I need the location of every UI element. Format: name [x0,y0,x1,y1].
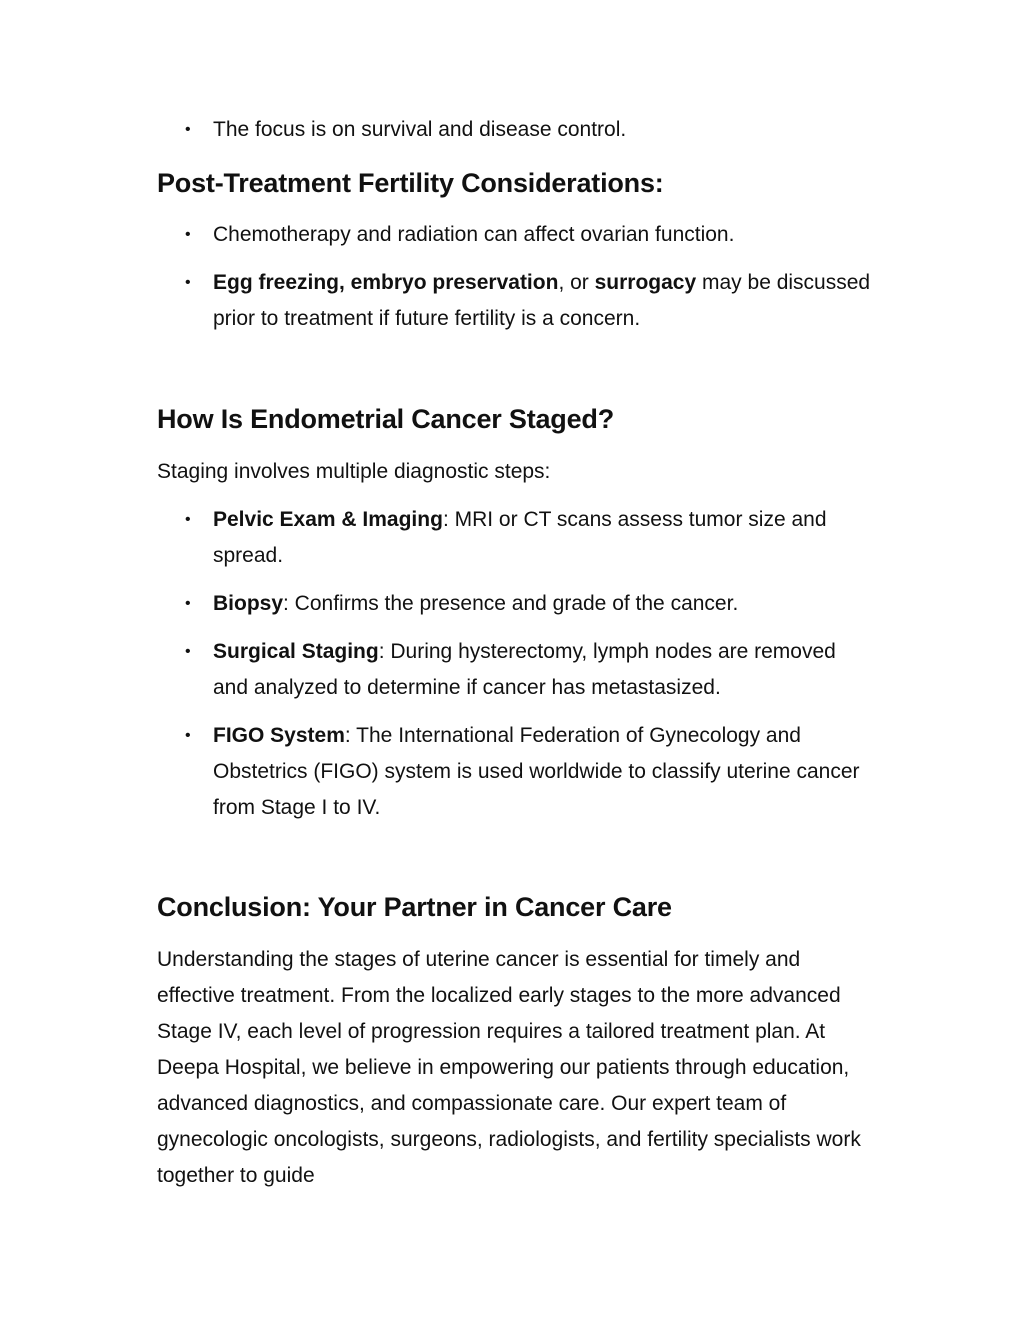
staging-intro: Staging involves multiple diagnostic steps: [157,460,551,483]
staging-bullet-list [157,502,872,826]
text-fragment: may be discussed prior to treatment if future fertility is a concern. [213,271,871,330]
item-description: : Confirms the presence and grade of the cancer. [283,592,739,615]
list-item: • The focus is on survival and disease control. [157,112,872,148]
item-description: : MRI or CT scans assess tumor size and spread. [213,508,827,567]
list-item [157,265,872,337]
item-description: : The International Federation of Gynecology and Obstetrics (FIGO) system is used worldwide to classify uterine cancer from Stage I to IV. [213,724,860,819]
bold-term: Surgical Staging [213,640,379,663]
bold-term: Egg freezing, embryo preservation [213,271,559,294]
item-description: : During hysterectomy, lymph nodes are removed and analyzed to determine if cancer has metastasized. [213,640,836,699]
fertility-bullet-list [157,217,872,337]
list-item: • Chemotherapy and radiation can affect ovarian function. [157,217,872,253]
conclusion-heading: Conclusion: Your Partner in Cancer Care [157,892,672,922]
staging-heading: How Is Endometrial Cancer Staged? [157,404,615,434]
bold-term: Pelvic Exam & Imaging [213,508,443,531]
list-item [157,718,872,826]
fertility-heading: Post-Treatment Fertility Considerations: [157,168,664,198]
list-item [157,634,872,706]
conclusion-paragraph: Understanding the stages of uterine cancer is essential for timely and effective treatment. From the localized early stages to the more advanced Stage IV, each level of progression requires a tailored treatment plan. At Deepa Hospital, we believe in empowering our patients through education, advanced diagnostics, and compassionate care. Our expert team of gynecologic oncologists, surgeons, radiologists, and fertility specialists work together to guide [157,948,861,1187]
bold-term: Biopsy [213,592,284,615]
intro-bullet-list [157,112,872,148]
bold-term: surrogacy [594,271,697,294]
bold-term: FIGO System [213,724,345,747]
text-fragment: , or [558,271,595,294]
list-item [157,502,872,574]
list-item [157,586,872,622]
